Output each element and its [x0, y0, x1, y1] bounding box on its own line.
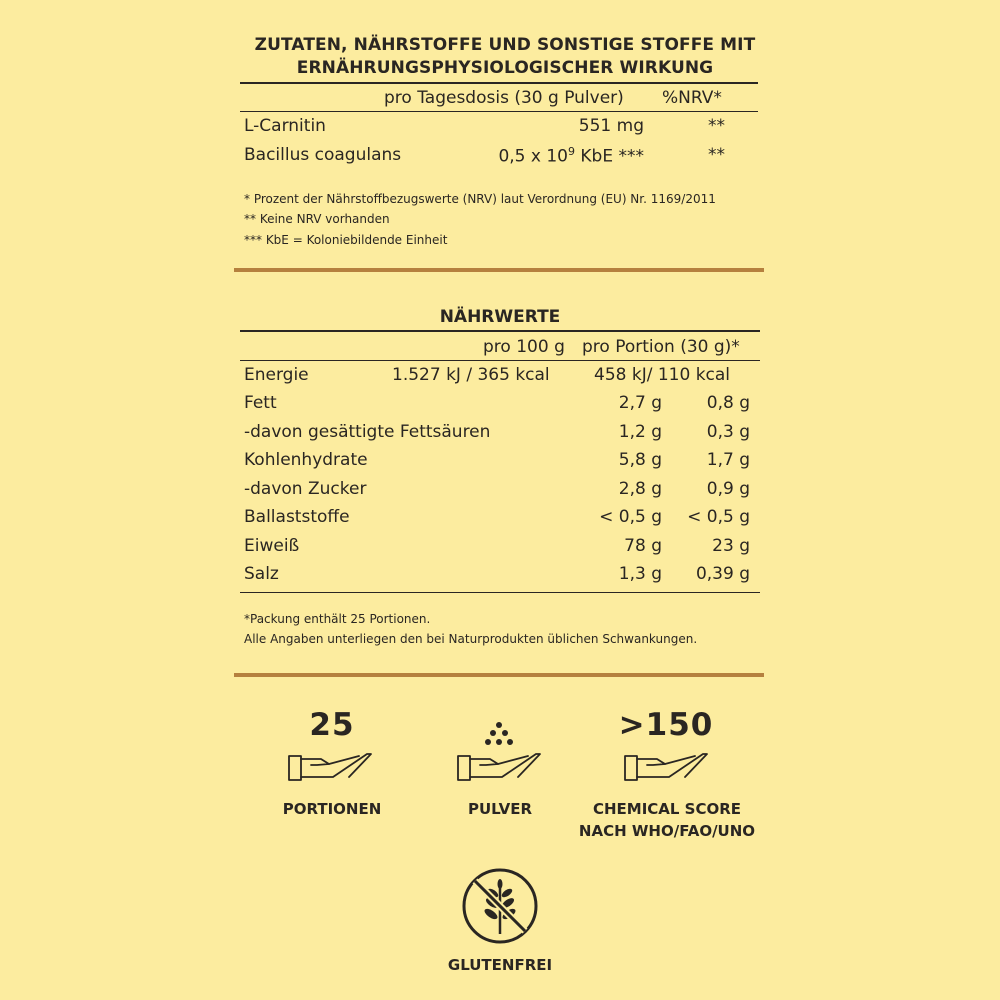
ingredient-name: L-Carnitin	[244, 116, 326, 136]
nutrient-per100: 1,2 g	[618, 422, 662, 442]
nutrient-per100: 1.527 kJ / 365 kcal	[392, 365, 550, 385]
nutrition-header-rule	[240, 360, 760, 361]
nutrient-per100: 5,8 g	[618, 450, 662, 470]
nutrient-name: Salz	[244, 564, 279, 584]
gluten-free-icon	[460, 866, 540, 946]
section-divider	[234, 268, 764, 272]
gluten-free-label: GLUTENFREI	[447, 956, 553, 974]
amount-suffix: KbE ***	[575, 146, 644, 167]
score-label	[560, 798, 774, 842]
nutrient-portion: 23 g	[712, 536, 750, 556]
powder-dots-icon	[484, 720, 514, 750]
nutrient-name: Energie	[244, 365, 309, 385]
nutrient-name: Ballaststoffe	[244, 507, 350, 527]
amount-prefix: 0,5 x 10	[498, 146, 568, 167]
nutrient-portion: 0,3 g	[706, 422, 750, 442]
nutrient-name: Fett	[244, 393, 277, 413]
nutrient-portion: 1,7 g	[706, 450, 750, 470]
nutrition-header-portion: pro Portion (30 g)*	[582, 337, 740, 357]
nutrition-header-100g: pro 100 g	[483, 337, 565, 357]
nutrient-per100: 78 g	[624, 536, 662, 556]
hand-powder-icon	[456, 748, 546, 784]
nutrient-portion: 0,8 g	[706, 393, 750, 413]
nutrient-name: -davon gesättigte Fettsäuren	[244, 422, 491, 442]
ingredient-name: Bacillus coagulans	[244, 145, 402, 165]
ingredient-amount: 551 mg	[578, 116, 644, 136]
ingredients-title-rule	[240, 82, 758, 84]
nutrient-name: Eiweiß	[244, 536, 300, 556]
nutrition-title-rule	[240, 330, 760, 332]
score-label-line1: CHEMICAL SCORE	[592, 800, 742, 818]
hand-icon	[623, 748, 713, 784]
ingredients-title: ZUTATEN, NÄHRSTOFFE UND SONSTIGE STOFFE MIT ERNÄHRUNGSPHYSIOLOGISCHER WIRKUNG	[254, 35, 756, 78]
score-number: >150	[618, 707, 714, 743]
nutrient-name: -davon Zucker	[244, 479, 367, 499]
nutrient-per100: 1,3 g	[618, 564, 662, 584]
amount-exponent: 9	[568, 145, 575, 158]
ingredients-footnote: *** KbE = Koloniebildende Einheit	[244, 233, 448, 247]
section-divider	[234, 673, 764, 677]
nutrient-per100: 2,7 g	[618, 393, 662, 413]
nutrition-title: NÄHRWERTE	[439, 307, 561, 327]
ingredient-nrv: **	[708, 116, 725, 136]
nutrient-per100: 2,8 g	[618, 479, 662, 499]
nutrient-portion: 458 kJ/ 110 kcal	[594, 365, 731, 385]
nutrient-name: Kohlenhydrate	[244, 450, 368, 470]
powder-label: PULVER	[467, 800, 533, 818]
ingredient-nrv: **	[708, 145, 725, 165]
nutrient-per100: < 0,5 g	[599, 507, 662, 527]
nutrient-portion: 0,39 g	[695, 564, 750, 584]
portions-number: 25	[309, 707, 355, 743]
ingredients-header-dose: pro Tagesdosis (30 g Pulver)	[384, 88, 624, 108]
portions-label: PORTIONEN	[282, 800, 382, 818]
nutrient-portion: 0,9 g	[706, 479, 750, 499]
nutrition-footnote: Alle Angaben unterliegen den bei Naturprodukten üblichen Schwankungen.	[244, 632, 698, 646]
ingredients-footnote: * Prozent der Nährstoffbezugswerte (NRV) laut Verordnung (EU) Nr. 1169/2011	[244, 192, 716, 206]
nutrition-bottom-rule	[240, 592, 760, 593]
ingredients-header-rule	[240, 111, 758, 112]
score-label-line2: NACH WHO/FAO/UNO	[578, 822, 756, 840]
ingredient-amount	[420, 145, 644, 167]
ingredients-header-nrv: %NRV*	[662, 88, 722, 108]
hand-icon	[287, 748, 377, 784]
nutrient-portion: < 0,5 g	[687, 507, 750, 527]
ingredients-footnote: ** Keine NRV vorhanden	[244, 212, 390, 226]
nutrition-footnote: *Packung enthält 25 Portionen.	[244, 612, 431, 626]
